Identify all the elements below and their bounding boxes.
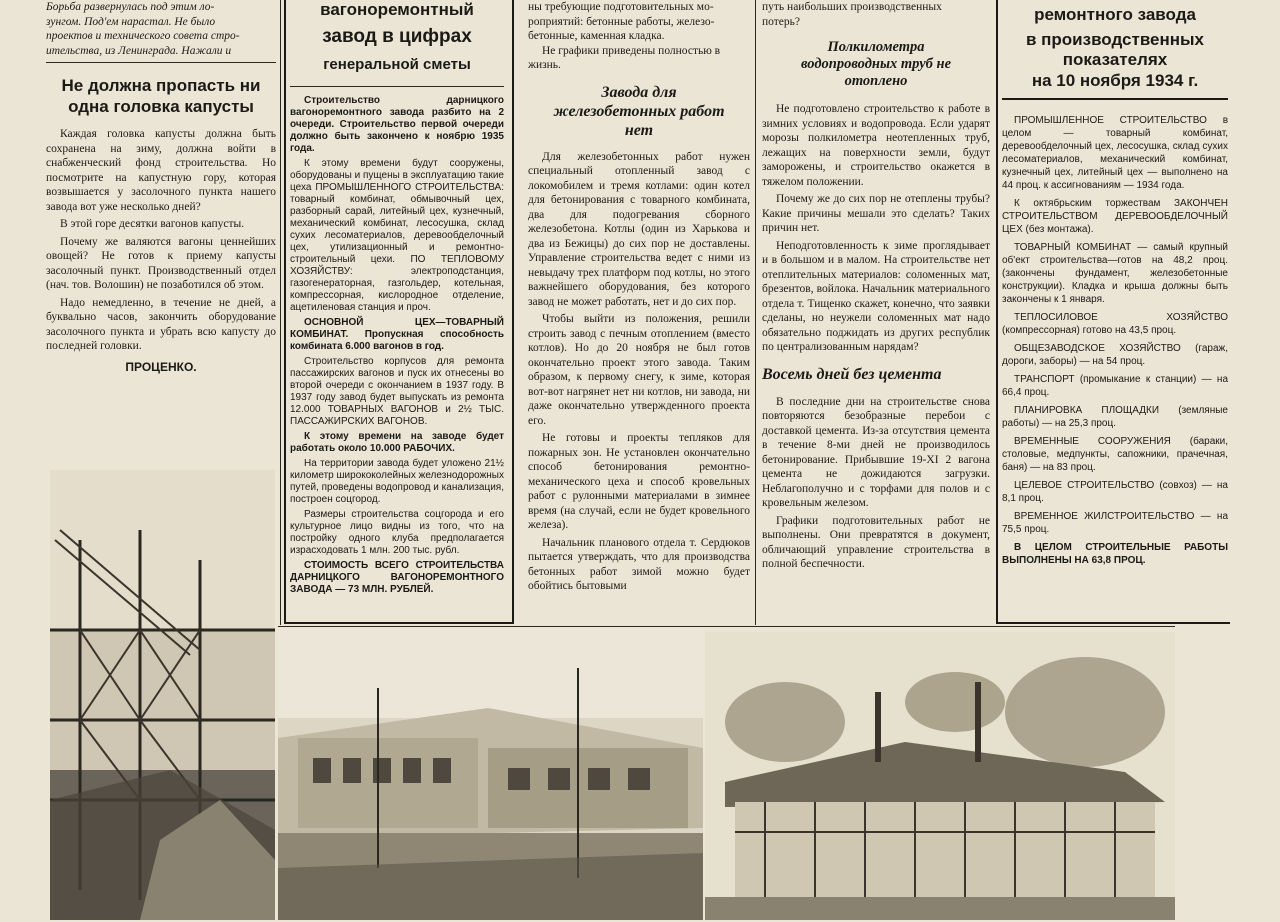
col3-top-line: ны требующие подготовительных мо- xyxy=(528,1,714,13)
col4-top-text xyxy=(762,0,990,29)
col3-top-line: бетонные, каменная кладка. xyxy=(528,30,665,42)
article-paragraph: Не готовы и проекты тепляков для пожарных зон. Не установлен окончательно способ бетонирования ремонтно-механического цеха и способ кровельных работ с рулонными материалами в зимнее время (на случай, если не будет кровельного железа). xyxy=(528,432,750,531)
col1-top-line: проектов и технического совета стро- xyxy=(46,30,240,42)
article-paragraph: К этому времени на заводе будет работать около 10.000 РАБОЧИХ. xyxy=(290,431,504,454)
stat-paragraph: ТЕПЛОСИЛОВОЕ ХОЗЯЙСТВО (компрессорная) готово на 43,5 проц. xyxy=(1002,312,1228,336)
article-paragraph: Чтобы выйти из положения, решили строить завод с печным отоплением (вместо котлов). Но до 20 ноября не был готов окончательно проект этого завода. Таким образом, к первому снегу, к зиме, которая вот-вот нагрянет нет ни котлов, ни завода, ни даже окончательно утвержденного проекта его. xyxy=(528,313,750,427)
col1-top-line: зунгом. Под'ем нарастал. Не было xyxy=(46,15,216,28)
column-1 xyxy=(46,0,276,470)
article-paragraph: Каждая головка капусты должна быть сохранена на зиму, должна войти в снабженческий фонд строительства. Но посмотрите на капустную гору, которая возвышается у засолочного пункта нашего завода вот уже несколько дней? xyxy=(46,128,276,213)
article-paragraph: Строительство корпусов для ремонта пассажирских вагонов и пуск их отнесены во второй очереди с окончанием в 1937 году. В 1937 году завод будет выпускать из ремонта 12.000 ТОВАРНЫХ ВАГОНОВ и 2½ ТЫС. ПАССАЖИРСКИХ ВАГОНОВ. xyxy=(290,356,504,427)
factory-scene-illustration xyxy=(278,628,703,920)
pavilion-scene-illustration xyxy=(705,632,1175,920)
stat-paragraph: ВРЕМЕННЫЕ СООРУЖЕНИЯ (бараки, столовые, медпункты, сапожники, прачечная, баня) — на 83 проц. xyxy=(1002,436,1228,473)
article-paragraph: Строительство дарницкого вагоноремонтного завода разбито на 2 очереди. Строительство первой очереди должно быть закончено к ноябрю 1935 года. xyxy=(290,95,504,154)
stat-paragraph: ЦЕЛЕВОЕ СТРОИТЕЛЬСТВО (совхоз) — на 8,1 проц. xyxy=(1002,480,1228,504)
bottom-rule xyxy=(278,626,1175,627)
photo-pavilion xyxy=(705,632,1175,920)
photo-factory-building xyxy=(278,628,703,920)
col5-headline-line-2: в производственных показателях xyxy=(1025,30,1205,69)
article-paragraph: К этому времени будут сооружены, оборудованы и пущены в эксплуатацию такие цеха ПРОМЫШЛЕННОГО СТРОИТЕЛЬСТВА: товарный комбинат, обмывочный цех, разборный сарай, литейный цех, кузнечный, механический комбинат, лесосушка, склад сухих лесоматериалов, деревообделочный цех, утилизационный и ремонтно-строительный цехи. ПО ТЕПЛОВОМУ ХОЗЯЙСТВУ: электроподстанция, газогенераторная, газгольдер, котельная, компрессорная, кислородное отделение, ацетиленовая станция и проч. xyxy=(290,158,504,313)
col2-body xyxy=(290,95,504,596)
col4-headline-1: Полкилометра водопроводных труб не отоплено xyxy=(801,39,951,89)
col3-headline: Завода для железобетонных работ нет xyxy=(553,83,725,139)
article-paragraph: В этой горе десятки вагонов капусты. xyxy=(60,218,245,230)
stat-paragraph: ВРЕМЕННОЕ ЖИЛСТРОИТЕЛЬСТВО — на 75,5 проц. xyxy=(1002,511,1228,535)
col3-top-line: Не графики приведены полностью в жизнь. xyxy=(528,44,721,71)
article-paragraph: Размеры строительства соцгорода и его культурное лицо видны из того, что на постройку одного клуба предполагается израсходовать 1 млн. 200 тыс. рубл. xyxy=(290,509,504,556)
article-paragraph: СТОИМОСТЬ ВСЕГО СТРОИТЕЛЬСТВА ДАРНИЦКОГО ВАГОНОРЕМОНТНОГО ЗАВОДА — 73 МЛН. РУБЛЕЙ. xyxy=(290,560,504,595)
article-paragraph: В последние дни на строительстве снова повторяются безобразные перебои с доставкой цемента. Из-за отсутствия цемента в течение 8-ми дней не производилось бетонирование. Прибывшие 19-XI 2 вагона цемента не дожидаются загрузки. Неблагополучно и с торфами для полов и с кровельным железом. xyxy=(762,395,990,509)
col1-signature: ПРОЦЕНКО. xyxy=(125,359,197,374)
article-paragraph: ОСНОВНОЙ ЦЕХ—ТОВАРНЫЙ КОМБИНАТ. Пропускная способность комбината 6.000 вагонов в год. xyxy=(290,317,504,352)
col4-top-line: потерь? xyxy=(762,15,800,28)
col2-headline-line-3: генеральной сметы xyxy=(323,56,471,73)
article-paragraph: Для железобетонных работ нужен специальный отопленный завод с локомобилем и тремя котлами: один котел для бетонирования с товарного комбината, два для подогревания сборного железобетона. Котлы (один из Харькова и два из Бежицы) до сих пор не доставлены. Управление строительства ведет с ними из невыдачу трех платформ под котлы, но этого важнейшего оборудования, без которого завод не может работать, нет и до сих пор. xyxy=(528,150,750,308)
photo-crane-construction xyxy=(50,470,275,920)
stat-paragraph: К октябрьским торжествам ЗАКОНЧЕН СТРОИТЕЛЬСТВОМ ДЕРЕВООБДЕЛОЧНЫЙ ЦЕХ (без монтажа). xyxy=(1002,198,1228,235)
article-paragraph: Почему же до сих пор не отеплены трубы? Какие причины мешали это сделать? Таких причин нет. xyxy=(762,193,990,234)
col5-headline-line-1: ремонтного завода xyxy=(1034,5,1196,24)
article-paragraph: Не подготовлено строительство к работе в зимних условиях и водопровода. Если ударят морозы полкилометра неотепленных труб, лежащих на поверхности земли, будут заморожены, и строительство окажется в тяжелом положении. xyxy=(762,103,990,188)
column-4 xyxy=(762,0,990,628)
col3-top-line: роприятий: бетонные работы, железо- xyxy=(528,15,715,28)
col2-headline-line-1: вагоноремонтный xyxy=(320,0,474,19)
stat-paragraph: ПРОМЫШЛЕННОЕ СТРОИТЕЛЬСТВО в целом — товарный комбинат, деревообделочный цех, лесосушка, склад сухих лесоматериалов, механический комбинат, кузнечный цех, литейный цех — выполнено на 44 проц. к ассигнованиям — 1934 года. xyxy=(1002,115,1228,191)
stat-paragraph: ПЛАНИРОВКА ПЛОЩАДКИ (земляные работы) — на 25,3 проц. xyxy=(1002,405,1228,429)
column-rule xyxy=(755,0,756,625)
crane-scene-illustration xyxy=(50,470,275,920)
stat-paragraph: ОБЩЕЗАВОДСКОЕ ХОЗЯЙСТВО (гараж, дороги, заборы) — на 54 проц. xyxy=(1002,343,1228,367)
article-paragraph: Графики подготовительных работ не выполнены. Они превратятся в документ, обличающий управление строительства в полной беспечности. xyxy=(762,514,990,570)
article-paragraph: Начальник планового отдела т. Сердюков пытается утверждать, что для производства бетонных работ зимой можно будет обойтись бытовыми xyxy=(528,536,750,592)
article-paragraph: Почему же валяются вагоны ценнейших овощей? Не готов к приему капусты засолочный пункт. Производственный отдел (нач. тов. Волошин) не позаботился об этом. xyxy=(46,235,276,291)
stat-paragraph: ТОВАРНЫЙ КОМБИНАТ — самый крупный об'ект строительства—готов на 48,2 проц. (закончены фундамент, железобетонные конструкции). Кладка и крыша должны быть закончены к 1 января. xyxy=(1002,242,1228,305)
article-paragraph: Неподготовленность к зиме проглядывает и в большом и в малом. На строительстве нет отеплительных материалов: соломенных мат, брезентов, войлока. Начальник материального отдела т. Тищенко скажет, конечно, что заявки сделаны, но неужели соломенных мат надо обязательно поджидать из других республик по централизованным нарядам? xyxy=(762,239,990,353)
column-5 xyxy=(1002,0,1228,620)
col2-headline-line-2: завод в цифрах xyxy=(322,26,472,47)
col1-top-line: ительства, из Ленинграда. Нажали и xyxy=(46,44,232,57)
col2-headline xyxy=(290,0,504,87)
column-2 xyxy=(290,0,504,618)
col1-top-text xyxy=(46,0,276,63)
stat-paragraph: В ЦЕЛОМ СТРОИТЕЛЬНЫЕ РАБОТЫ ВЫПОЛНЕНЫ НА 63,8 ПРОЦ. xyxy=(1002,542,1228,566)
col1-headline: Не должна пропасть ни одна головка капусты xyxy=(61,76,261,116)
col4-top-line: путь наибольших производственных xyxy=(762,1,942,13)
column-3 xyxy=(528,0,750,630)
column-rule xyxy=(280,0,281,625)
col5-headline-line-3: на 10 ноября 1934 г. xyxy=(1031,71,1199,90)
col1-top-line: Борьба развернулась под этим ло- xyxy=(46,1,215,13)
col3-top-text xyxy=(528,0,750,73)
article-paragraph: На территории завода будет уложено 21½ километр ширококолейных железнодорожных путей, проведены водопровод и канализация, построен соцгород. xyxy=(290,458,504,505)
article-paragraph: Надо немедленно, в течение не дней, а буквально часов, закончить оборудование засолочного пункта и убрать всю капусту до последней головки. xyxy=(46,296,276,352)
col5-headline xyxy=(1002,0,1228,100)
col4-headline-2: Восемь дней без цемента xyxy=(762,365,942,383)
stat-paragraph: ТРАНСПОРТ (промыкание к станции) — на 66,4 проц. xyxy=(1002,374,1228,398)
